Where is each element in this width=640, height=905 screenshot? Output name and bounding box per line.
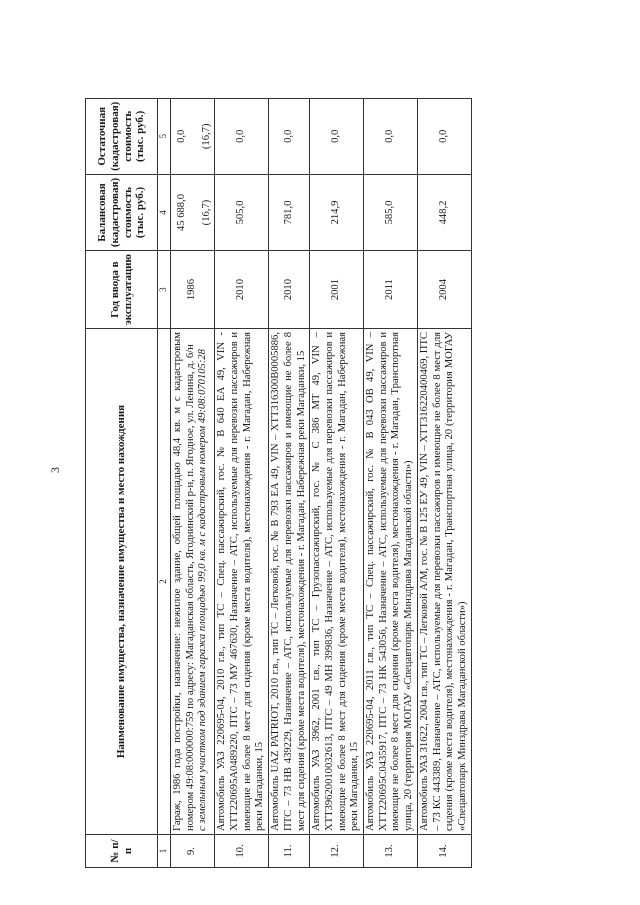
row-year: 1986 (170, 251, 214, 329)
row-number: 11. (269, 835, 310, 868)
row-year: 2004 (417, 251, 471, 329)
column-number: 5 (158, 98, 171, 174)
row-residual: 0,0 (364, 98, 418, 174)
row-balance: 214,9 (310, 174, 364, 250)
table-row (310, 98, 364, 867)
row-balance: 448,2 (417, 174, 471, 250)
row-residual: 0,0 (215, 98, 269, 174)
row-balance (170, 174, 214, 250)
row-residual: 0,0 (417, 98, 471, 174)
column-number: 2 (158, 329, 171, 835)
description-text: Гараж, 1986 года постройки, назначение: нежилое здание, общей площадью 48,4 кв. м с кадастровым номером 49:08:000000:759 по адресу: Магаданская область, Ягоднинский р-н, п. Ягодное, ул. Ленина, д. 6/н (171, 332, 196, 831)
row-description: Автомобиль UAZ PATRIOT, 2010 г.в., тип ТС – Легковой, гос. № В 793 ЕА 49, VIN – XTT316300B0005886, ПТС – 73 НВ 439229, Назначение – АТС, используемые для перевозки пассажиров и имеющие не более 8 мест для сидения (кроме места водителя), местонахождения - г. Магадан, Набережная реки Магаданки, 15 (269, 329, 310, 835)
residual-value: 0,0 (175, 129, 187, 143)
row-description: Автомобиль УАЗ 31622, 2004 г.в., тип ТС – Легковой А/М, гос. № В 125 ЕУ 49, VIN – XTT316220400469, ПТС – 73 КС 443389, Назначение – АТС, используемые для перевозки пассажиров и имеющие не более 8 мест для сидения (кроме места водителя), местонахождения - г. Магадан, Транспортная улица, 20 (территория МОГАУ «Спецавтопарк Минздрава Магаданской области») (417, 329, 471, 835)
header-name: Наименование имущества, назначение имущества и место нахождения (86, 329, 158, 835)
header-num: № п/п (86, 835, 158, 868)
row-number: 10. (215, 835, 269, 868)
row-description (170, 329, 214, 835)
header-year: Год ввода в эксплуатацию (86, 251, 158, 329)
column-number: 1 (158, 835, 171, 868)
row-number: 9. (170, 835, 214, 868)
row-year: 2010 (269, 251, 310, 329)
row-year: 2001 (310, 251, 364, 329)
column-number-row (158, 98, 171, 867)
row-residual: 0,0 (269, 98, 310, 174)
description-subtext: с земельным участком под зданием гаража площадью 99,0 кв. м с кадастровым номером 49:08:070105:28 (197, 349, 209, 831)
row-balance: 505,0 (215, 174, 269, 250)
balance-value: 45 688,0 (175, 193, 187, 232)
column-number: 3 (158, 251, 171, 329)
row-number: 14. (417, 835, 471, 868)
table-row (269, 98, 310, 867)
table-row (417, 98, 471, 867)
row-balance: 781,0 (269, 174, 310, 250)
balance-subvalue: (16,7) (200, 199, 212, 226)
row-residual: 0,0 (310, 98, 364, 174)
row-number: 13. (364, 835, 418, 868)
header-row (86, 98, 158, 867)
page-number: 3 (48, 467, 62, 473)
row-residual (170, 98, 214, 174)
row-description: Автомобиль УАЗ 3962, 2001 г.в., тип ТС – Грузопассажирский, гос. № С 386 МТ 49, VIN – XTT39620010032613, ПТС – 49 МН 399836, Назначение – АТС, используемые для перевозки пассажиров и имеющие не более 8 мест для сидения (кроме места водителя), местонахождения - г. Магадан, Набережная реки Магаданки, 15 (310, 329, 364, 835)
residual-subvalue: (16,7) (200, 123, 212, 150)
header-balance: Балансовая (кадастровая) стоимость (тыс. руб.) (86, 174, 158, 250)
row-description: Автомобиль УАЗ 220695-04, 2010 г.в., тип ТС – Спец. пассажирский, гос. № В 640 ЕА 49, VIN - XTT220695A0489220, ПТС – 73 МУ 467630, Назначение – АТС, используемые для перевозки пассажиров и имеющие не более 8 мест для сидения (кроме места водителя), местонахождения - г. Магадан, Набережная реки Магаданки, 15 (215, 329, 269, 835)
row-year: 2011 (364, 251, 418, 329)
table-row (364, 98, 418, 867)
row-description: Автомобиль УАЗ 220695-04, 2011 г.в., тип ТС – Спец. пассажирский, гос. № В 043 ОВ 49, VIN – XTT220695C0435917, ПТС – 73 НК 543056, Назначение – АТС, используемые для перевозки пассажиров и имеющие не более 8 мест для сидения (кроме места водителя), местонахождения - г. Магадан, Транспортная улица, 20 (территория МОГАУ «Спецавтопарк Минздрава Магаданской области») (364, 329, 418, 835)
column-number: 4 (158, 174, 171, 250)
row-number: 12. (310, 835, 364, 868)
header-residual: Остаточная (кадастровая) стоимость (тыс. руб.) (86, 98, 158, 174)
table-row (170, 98, 214, 867)
row-balance: 585,0 (364, 174, 418, 250)
row-year: 2010 (215, 251, 269, 329)
property-table (85, 98, 472, 868)
table-row (215, 98, 269, 867)
